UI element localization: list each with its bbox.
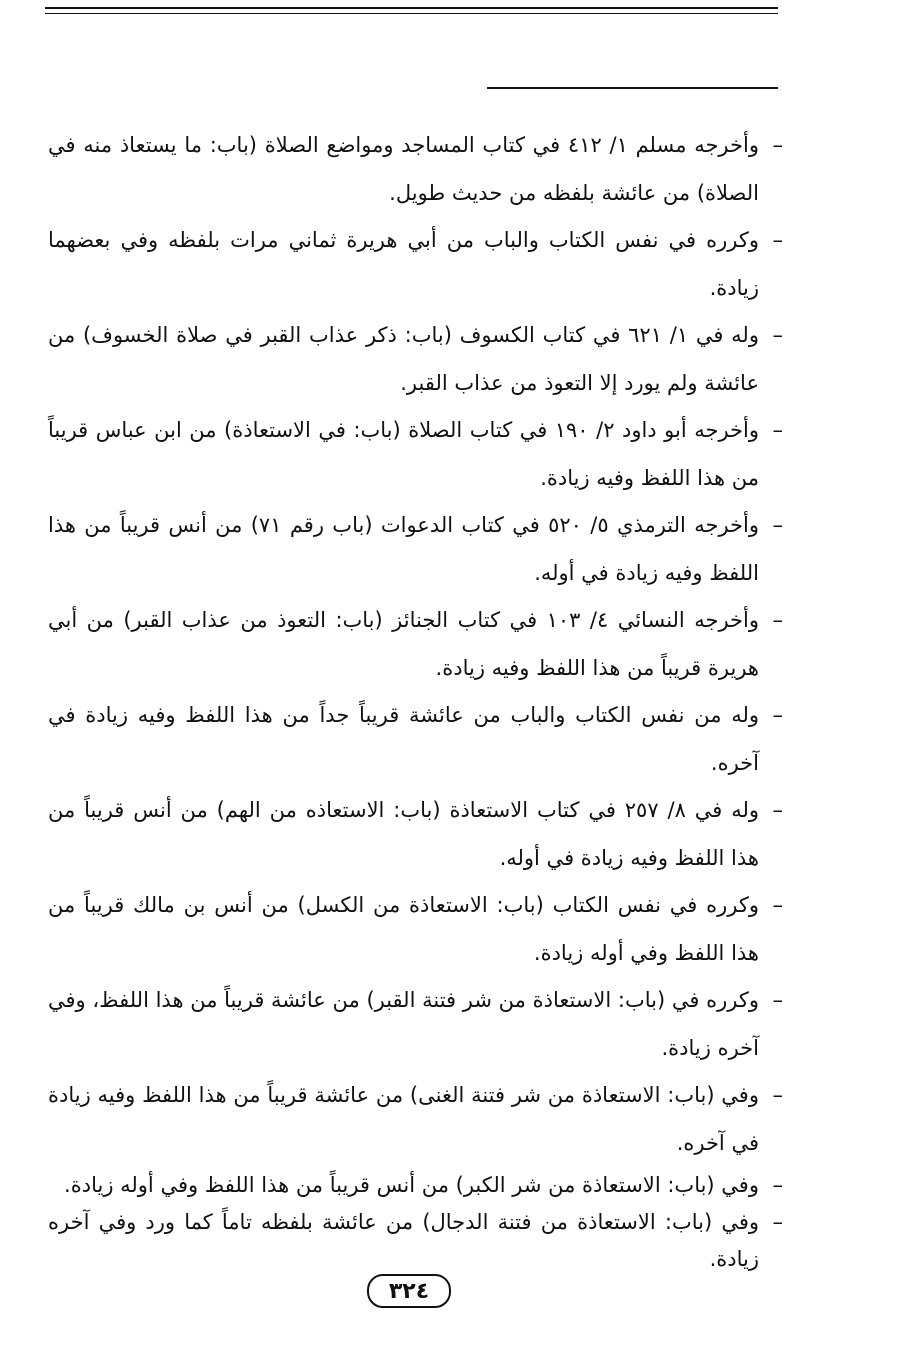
footnote-text: وأخرجه النسائي ٤/ ١٠٣ في كتاب الجنائز (باب: التعوذ من عذاب القبر) من أبي هريرة قريباً من هذا اللفظ وفيه زيادة. (48, 608, 760, 680)
footnote-text: وفي (باب: الاستعاذة من فتنة الدجال) من عائشة بلفظه تاماً كما ورد وفي آخره زيادة. (48, 1210, 759, 1271)
footnote-item (48, 787, 783, 882)
dash-mark: – (772, 1210, 783, 1234)
dash-mark: – (772, 133, 783, 157)
footnote-item (48, 1204, 783, 1278)
top-rule (45, 7, 778, 9)
dash-mark: – (772, 608, 783, 632)
footnote-text: وكرره في (باب: الاستعاذة من شر فتنة القبر) من عائشة قريباً من هذا اللفظ، وفي آخره زيادة. (48, 988, 759, 1060)
footnote-text: وأخرجه مسلم ١/ ٤١٢ في كتاب المساجد ومواضع الصلاة (باب: ما يستعاذ منه في الصلاة) من عائشة بلفظه من حديث طويل. (48, 133, 759, 205)
dash-mark: – (772, 513, 783, 537)
dash-mark: – (772, 893, 783, 917)
footnote-item (48, 1072, 783, 1167)
footnote-item (48, 122, 783, 217)
footnote-item (48, 597, 783, 692)
dash-mark: – (772, 228, 783, 252)
footnote-item (48, 1167, 783, 1204)
footnote-item (48, 407, 783, 502)
footnote-text: وله من نفس الكتاب والباب من عائشة قريباً جداً من هذا اللفظ وفيه زيادة في آخره. (48, 703, 759, 775)
dash-mark: – (772, 1173, 783, 1197)
dash-mark: – (772, 703, 783, 727)
dash-mark: – (772, 418, 783, 442)
footnote-text: وفي (باب: الاستعاذة من شر فتنة الغنى) من عائشة قريباً من هذا اللفظ وفيه زيادة في آخره. (48, 1083, 759, 1155)
page-number: ٣٢٤ (367, 1274, 451, 1308)
footnote-item (48, 882, 783, 977)
dash-mark: – (772, 798, 783, 822)
footnote-text: وله في ١/ ٦٢١ في كتاب الكسوف (باب: ذكر عذاب القبر في صلاة الخسوف) من عائشة ولم يورد إلا التعوذ من عذاب القبر. (48, 323, 759, 395)
footnote-text: وكرره في نفس الكتاب والباب من أبي هريرة ثماني مرات بلفظه وفي بعضهما زيادة. (48, 228, 759, 300)
footnote-item (48, 692, 783, 787)
dash-mark: – (772, 1083, 783, 1107)
dash-mark: – (772, 323, 783, 347)
footnote-separator (487, 87, 778, 89)
footnote-item (48, 502, 783, 597)
top-rule-thin (45, 13, 778, 14)
footnote-text: وأخرجه الترمذي ٥/ ٥٢٠ في كتاب الدعوات (باب رقم ٧١) من أنس قريباً من هذا اللفظ وفيه زيادة في أوله. (48, 513, 759, 585)
footnote-list (48, 122, 783, 1278)
footnote-text: وكرره في نفس الكتاب (باب: الاستعاذة من الكسل) من أنس بن مالك قريباً من هذا اللفظ وفي أوله زيادة. (48, 893, 759, 965)
footnote-item (48, 977, 783, 1072)
dash-mark: – (772, 988, 783, 1012)
footnote-text: وله في ٨/ ٢٥٧ في كتاب الاستعاذة (باب: الاستعاذه من الهم) من أنس قريباً من هذا اللفظ وفيه زيادة في أوله. (48, 798, 759, 870)
footnote-text: وأخرجه أبو داود ٢/ ١٩٠ في كتاب الصلاة (باب: في الاستعاذة) من ابن عباس قريباً من هذا اللفظ وفيه زيادة. (48, 418, 759, 490)
footnote-text: وفي (باب: الاستعاذة من شر الكبر) من أنس قريباً من هذا اللفظ وفي أوله زيادة. (64, 1173, 759, 1197)
footnote-item (48, 217, 783, 312)
footnote-item (48, 312, 783, 407)
